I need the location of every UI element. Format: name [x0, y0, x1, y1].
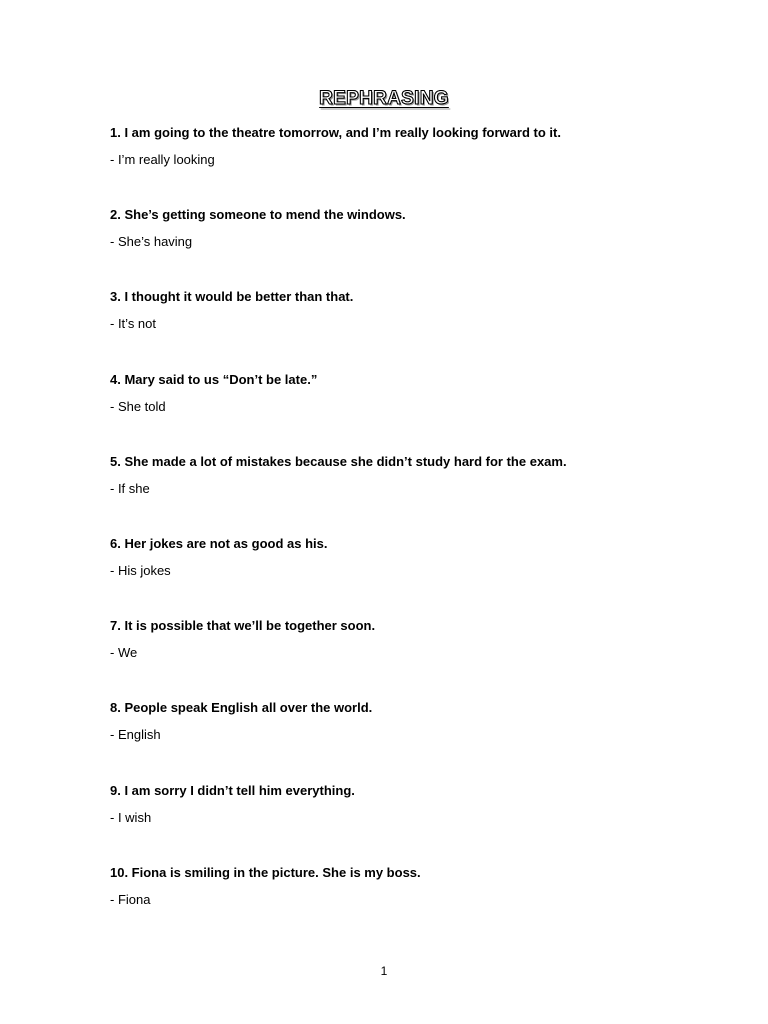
exercise-item-6	[110, 535, 730, 617]
exercise-answer-start: - She’s having	[110, 234, 193, 250]
exercise-answer-start: - Fiona	[110, 891, 151, 907]
exercise-prompt: 9. I am sorry I didn’t tell him everything.	[110, 782, 355, 798]
exercise-list	[110, 124, 730, 946]
exercise-prompt: 10. Fiona is smiling in the picture. She is my boss.	[110, 864, 421, 880]
exercise-prompt: 8. People speak English all over the world.	[110, 700, 373, 716]
exercise-item-9	[110, 782, 730, 864]
exercise-answer-start: - I wish	[110, 809, 152, 825]
exercise-item-1	[110, 124, 730, 206]
exercise-prompt: 3. I thought it would be better than that.	[110, 289, 354, 305]
exercise-answer-start: - If she	[110, 480, 150, 496]
exercise-item-2	[110, 206, 730, 288]
exercise-prompt: 1. I am going to the theatre tomorrow, and I’m really looking forward to it.	[110, 125, 561, 140]
exercise-answer-start: - She told	[110, 398, 166, 414]
page-title: REPHRASING	[319, 88, 449, 109]
exercise-prompt: 5. She made a lot of mistakes because she didn’t study hard for the exam.	[110, 453, 567, 469]
exercise-prompt: 2. She’s getting someone to mend the windows.	[110, 207, 406, 223]
exercise-prompt: 4. Mary said to us “Don’t be late.”	[110, 371, 318, 387]
exercise-item-8	[110, 699, 730, 781]
exercise-answer-start: - We	[110, 645, 138, 661]
page-number: 1	[380, 964, 388, 978]
exercise-item-5	[110, 453, 730, 535]
exercise-item-4	[110, 371, 730, 453]
exercise-answer-start: - His jokes	[110, 562, 171, 578]
exercise-answer-start: - It’s not	[110, 316, 157, 332]
exercise-item-10	[110, 864, 730, 946]
exercise-answer-start: - English	[110, 727, 161, 743]
exercise-prompt: 7. It is possible that we’ll be together soon.	[110, 618, 376, 634]
exercise-item-7	[110, 617, 730, 699]
exercise-prompt: 6. Her jokes are not as good as his.	[110, 535, 328, 551]
exercise-answer-start: - I’m really looking	[110, 152, 215, 167]
exercise-item-3	[110, 288, 730, 370]
